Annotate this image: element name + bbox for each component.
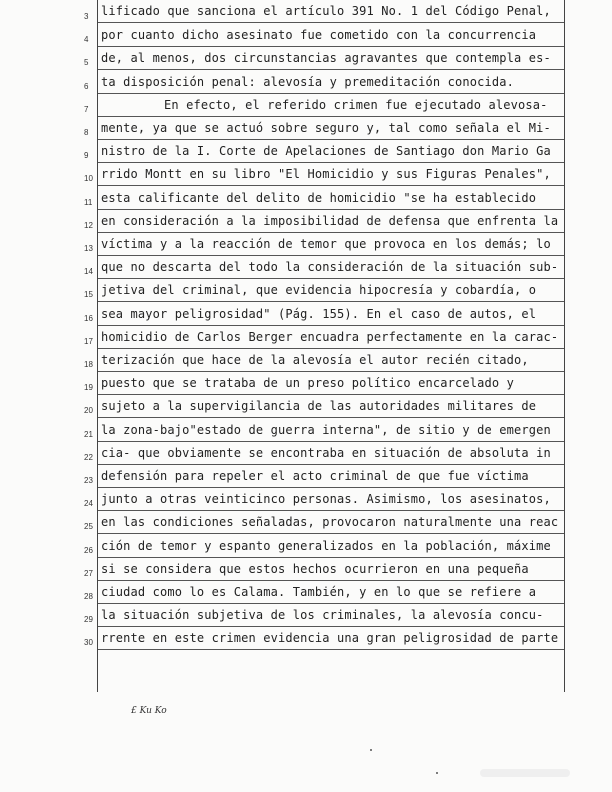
text-line: nistro de la I. Corte de Apelaciones de Santiago don Mario Ga: [98, 140, 564, 163]
text-line: en las condiciones señaladas, provocaron naturalmente una reac: [98, 511, 564, 534]
text-line: homicidio de Carlos Berger encuadra perfectamente en la carac-: [98, 326, 564, 349]
text-line: sujeto a la supervigilancia de las autoridades militares de: [98, 395, 564, 418]
text-line: jetiva del criminal, que evidencia hipocresía y cobardía, o: [98, 279, 564, 302]
speck-mark: [370, 749, 372, 751]
line-number: 22: [84, 452, 93, 462]
text-line: que no descarta del todo la consideración de la situación sub-: [98, 256, 564, 279]
text-line: rrido Montt en su libro "El Homicidio y sus Figuras Penales",: [98, 163, 564, 186]
text-line: terización que hace de la alevosía el autor recién citado,: [98, 349, 564, 372]
text-line: mente, ya que se actuó sobre seguro y, tal como señala el Mi-: [98, 117, 564, 140]
line-number: 4: [84, 35, 89, 45]
text-line: ción de temor y espanto generalizados en la población, máxime: [98, 535, 564, 558]
line-number: 11: [84, 197, 93, 207]
line-number: 10: [84, 174, 93, 184]
text-line: sea mayor peligrosidad" (Pág. 155). En el caso de autos, el: [98, 303, 564, 326]
line-number: 19: [84, 383, 93, 393]
handwritten-initials: £ Ku Ko: [131, 706, 167, 716]
line-number: 12: [84, 220, 93, 230]
line-number: 21: [84, 429, 93, 439]
line-number: 17: [84, 336, 93, 346]
line-number: 29: [84, 615, 93, 625]
text-line: por cuanto dicho asesinato fue cometido con la concurrencia: [98, 24, 564, 47]
line-number: 5: [84, 58, 89, 68]
line-number: 14: [84, 267, 93, 277]
line-number: 25: [84, 522, 93, 532]
text-line: la situación subjetiva de los criminales, la alevosía concu-: [98, 604, 564, 627]
text-line: en consideración a la imposibilidad de defensa que enfrenta la: [98, 210, 564, 233]
line-number: 20: [84, 406, 93, 416]
text-line: víctima y a la reacción de temor que provoca en los demás; lo: [98, 233, 564, 256]
line-number: 23: [84, 476, 93, 485]
text-line: defensión para repeler el acto criminal de que fue víctima: [98, 465, 564, 488]
scan-smudge: [480, 769, 570, 777]
speck-mark: [436, 772, 438, 774]
text-line: rrente en este crimen evidencia una gran peligrosidad de parte: [98, 627, 564, 650]
text-line: lificado que sanciona el artículo 391 No. 1 del Código Penal,: [98, 0, 564, 23]
line-number: 15: [84, 290, 93, 300]
line-number: 27: [84, 568, 93, 578]
line-number: 13: [84, 244, 93, 253]
line-number: 9: [84, 151, 89, 161]
text-line: cia- que obviamente se encontraba en situación de absoluta in: [98, 442, 564, 465]
text-line: puesto que se trataba de un preso político encarcelado y: [98, 372, 564, 395]
line-number: 7: [84, 104, 89, 114]
line-number: 6: [84, 81, 89, 91]
line-number: 16: [84, 313, 93, 323]
line-number: 28: [84, 592, 93, 601]
text-line: esta calificante del delito de homicidio "se ha establecido: [98, 187, 564, 210]
text-line: si se considera que estos hechos ocurrieron en una pequeña: [98, 558, 564, 581]
line-number: 3: [84, 12, 89, 21]
text-line: la zona-bajo"estado de guerra interna", de sitio y de emergen: [98, 419, 564, 442]
line-number: 24: [84, 499, 93, 509]
line-number: 30: [84, 638, 93, 648]
line-number: 18: [84, 360, 93, 369]
text-line: de, al menos, dos circunstancias agravantes que contempla es-: [98, 47, 564, 70]
text-line: ciudad como lo es Calama. También, y en lo que se refiere a: [98, 581, 564, 604]
ruled-sheet: [97, 0, 565, 692]
line-number: 26: [84, 545, 93, 555]
text-line: junto a otras veinticinco personas. Asimismo, los asesinatos,: [98, 488, 564, 511]
text-line: ta disposición penal: alevosía y premeditación conocida.: [98, 71, 564, 94]
text-line: En efecto, el referido crimen fue ejecutado alevosa-: [98, 94, 564, 117]
line-number: 8: [84, 128, 89, 137]
